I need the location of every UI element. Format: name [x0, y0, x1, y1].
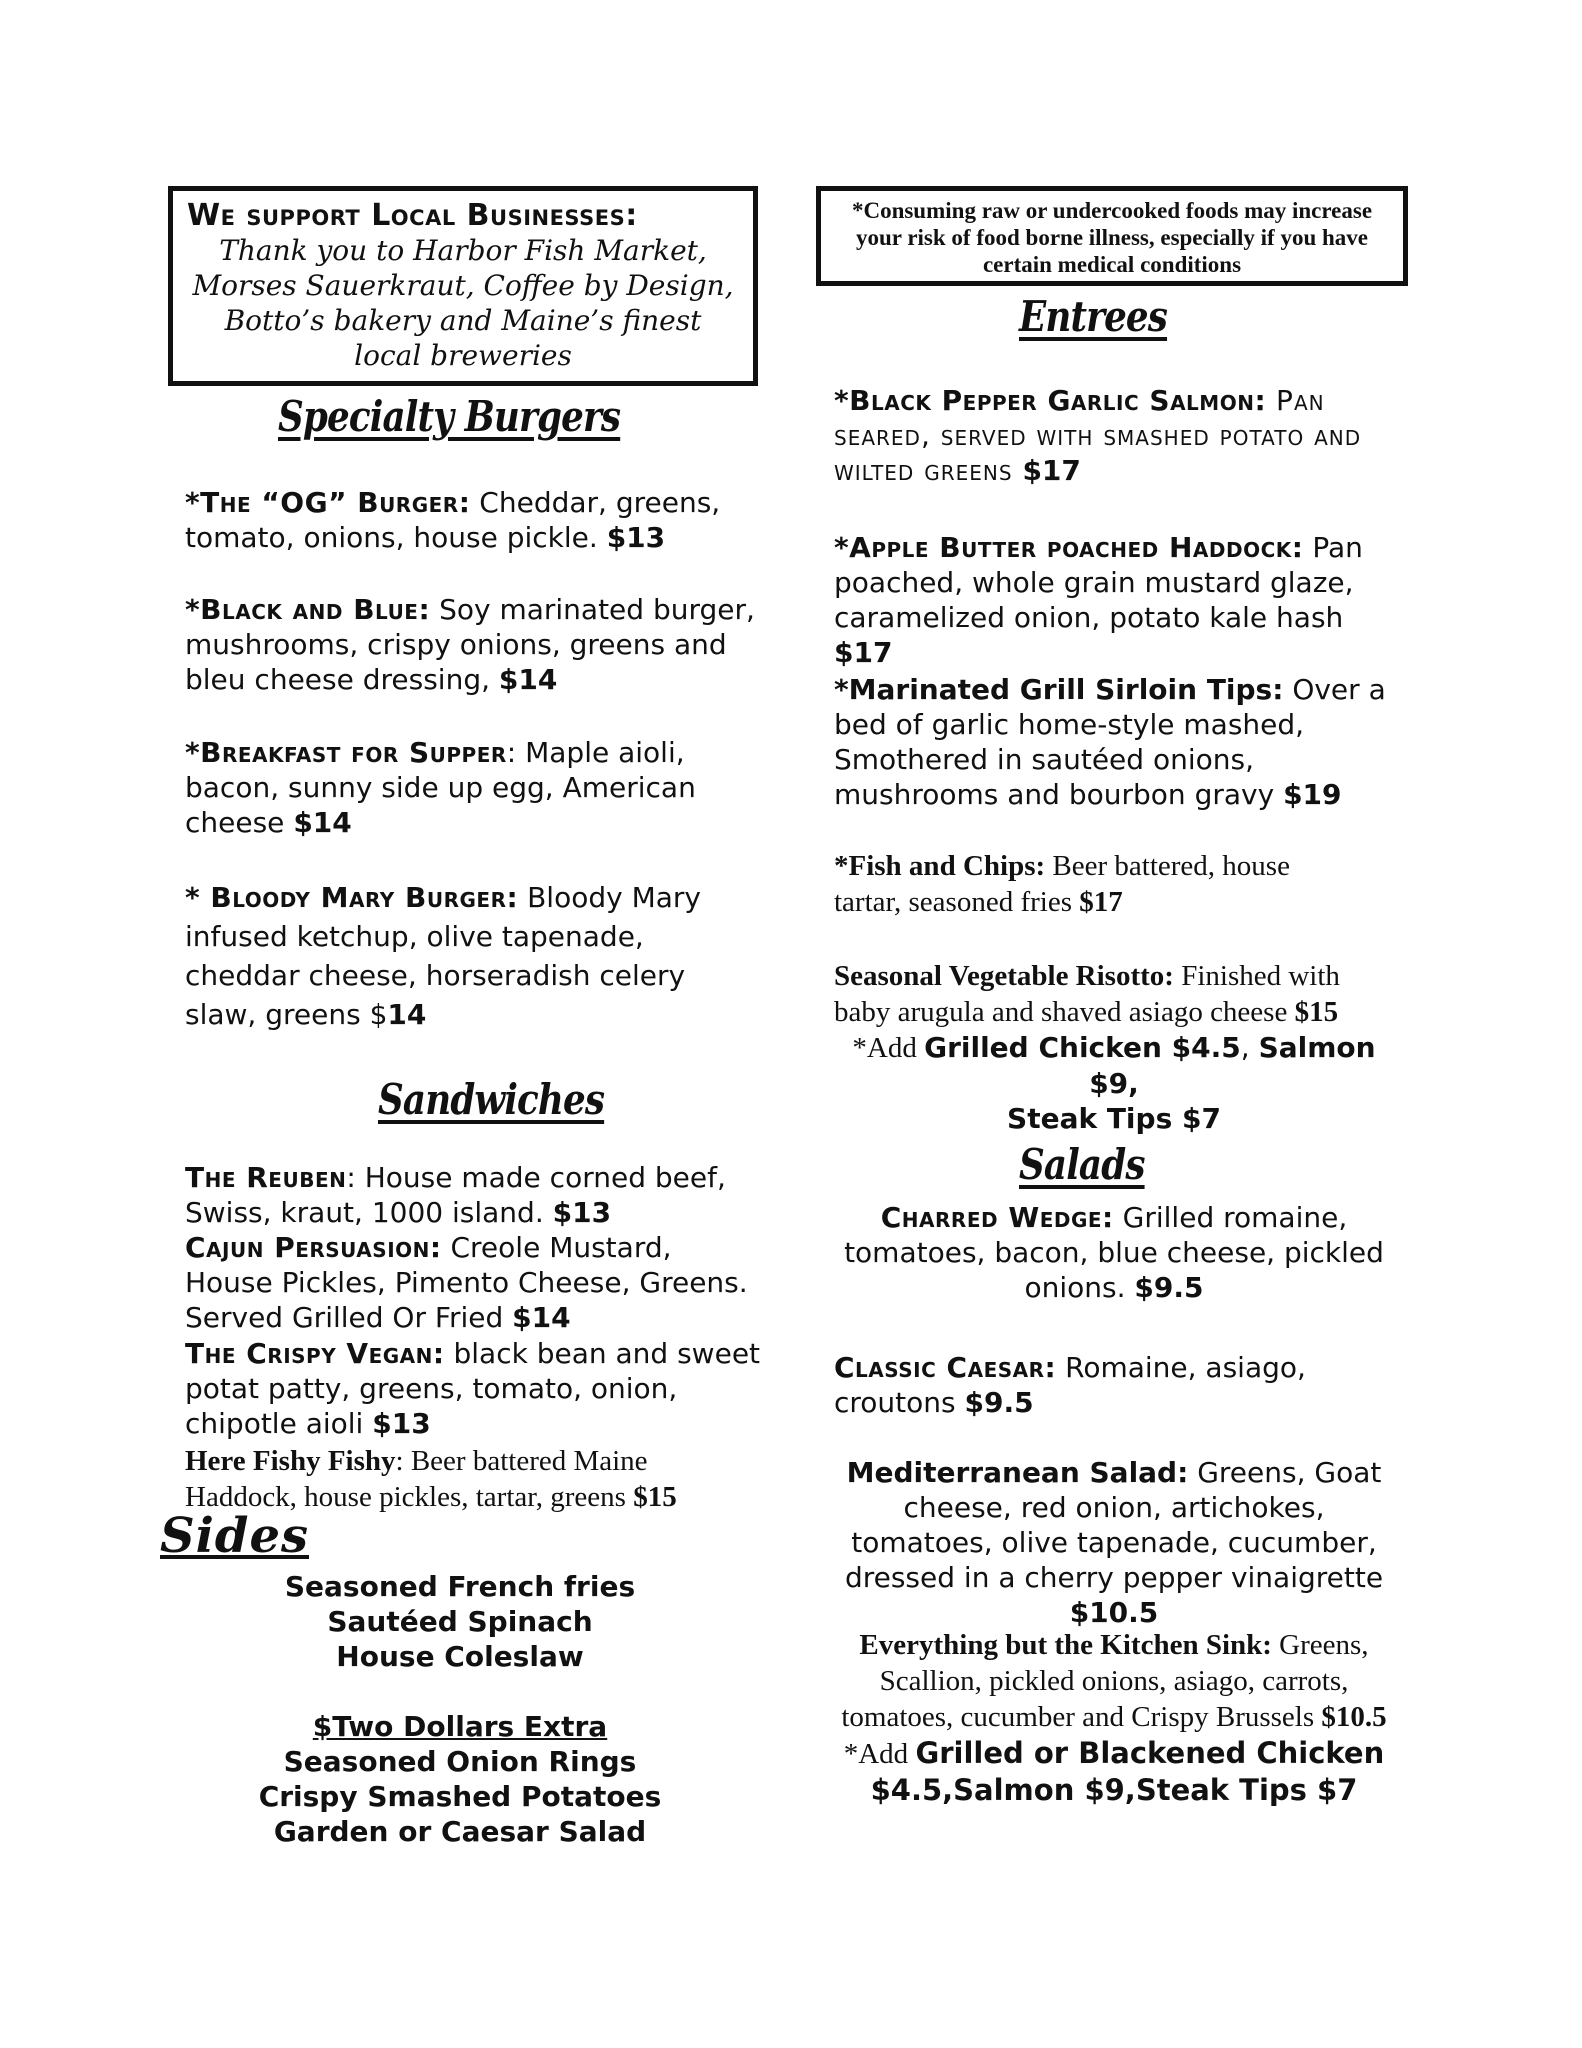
item-name: *Black and Blue:	[185, 593, 431, 626]
item-desc: Soy marinated burger, mushrooms, crispy onions, greens and bleu cheese dressing,	[185, 593, 755, 696]
menu-item	[834, 672, 1394, 812]
item-desc: Pan poached, whole grain mustard glaze, caramelized onion, potato kale hash	[834, 531, 1363, 634]
addon-text: Grilled Chicken $4.5	[924, 1031, 1241, 1064]
item-price: $17	[834, 636, 893, 669]
specialty-burgers-heading: Specialty Burgers	[278, 392, 621, 441]
item-price: $13	[372, 1407, 431, 1440]
side-item: House Coleslaw	[336, 1640, 584, 1673]
item-name: *Breakfast for Supper	[185, 736, 507, 769]
item-name: Everything but the Kitchen Sink:	[859, 1629, 1272, 1661]
item-price: $14	[293, 806, 352, 839]
item-desc: Creole Mustard, House Pickles, Pimento Cheese, Greens. Served Grilled Or Fried	[185, 1231, 748, 1334]
item-name: The Reuben	[185, 1161, 347, 1194]
item-price: $17	[1079, 886, 1123, 918]
menu-item	[834, 1455, 1394, 1630]
sides-list	[185, 1569, 735, 1849]
item-price: $15	[1294, 996, 1339, 1028]
item-desc: : Maple aioli, bacon, sunny side up egg, American cheese	[185, 736, 696, 839]
item-price: $17	[1022, 454, 1081, 487]
item-name: Classic Caesar:	[834, 1351, 1057, 1384]
item-name: Charred Wedge:	[880, 1201, 1114, 1234]
sides-heading: Sides	[160, 1508, 310, 1564]
item-name: Here Fishy Fishy	[185, 1445, 396, 1477]
side-item: Seasoned Onion Rings	[283, 1745, 637, 1778]
item-price: $14	[498, 663, 558, 696]
side-item: Sautéed Spinach	[327, 1605, 593, 1638]
item-desc: Greens, Scallion, pickled onions, asiago, carrots, tomatoes, cucumber and Crispy Brussels	[841, 1629, 1369, 1733]
item-price: 14	[387, 998, 427, 1031]
item-price: $19	[1283, 778, 1342, 811]
item-desc: Beer battered, house tartar, seasoned fries	[834, 850, 1290, 918]
item-name: *Marinated Grill Sirloin Tips:	[834, 673, 1284, 706]
menu-item	[185, 485, 765, 555]
item-desc: Pan seared, served with smashed potato and wilted greens	[834, 384, 1362, 487]
item-price: $13	[606, 521, 666, 554]
menu-item	[834, 530, 1394, 670]
addon-text: Steak Tips $7	[1007, 1102, 1221, 1135]
menu-item	[834, 1350, 1354, 1420]
item-price: $14	[512, 1301, 571, 1334]
menu-item	[834, 848, 1354, 920]
addon-separator: ,	[1240, 1031, 1259, 1064]
item-desc: Grilled romaine, tomatoes, bacon, blue cheese, pickled onions.	[844, 1201, 1384, 1304]
item-price: $13	[552, 1196, 612, 1229]
item-desc: : House made corned beef, Swiss, kraut, 1000 island.	[185, 1161, 726, 1229]
menu-item	[834, 958, 1394, 1030]
menu-item	[185, 1443, 765, 1515]
salads-heading: Salads	[1019, 1140, 1145, 1189]
item-desc: Bloody Mary infused ketchup, olive tapenade, cheddar cheese, horseradish celery slaw, greens $	[185, 881, 701, 1031]
item-price: $10.5	[1321, 1701, 1387, 1733]
item-desc: : Beer battered Maine Haddock, house pickles, tartar, greens	[185, 1445, 648, 1513]
side-item: Crispy Smashed Potatoes	[258, 1780, 662, 1813]
item-desc: Over a bed of garlic home-style mashed, Smothered in sautéed onions, mushrooms and bourbon gravy	[834, 673, 1386, 811]
item-price: $15	[633, 1481, 677, 1513]
item-price: $9.5	[1134, 1271, 1204, 1304]
addon-text: Salmon $9,	[1089, 1031, 1376, 1100]
entrees-addon	[834, 1030, 1394, 1136]
item-desc: Finished with baby arugula and shaved asiago cheese	[834, 960, 1340, 1028]
item-desc: Greens, Goat cheese, red onion, artichokes, tomatoes, olive tapenade, cucumber, dressed in a cherry pepper vinaigrette	[844, 1456, 1384, 1594]
item-price: $9.5	[964, 1386, 1034, 1419]
item-name: Mediterranean Salad:	[846, 1456, 1189, 1489]
menu-item	[185, 1230, 765, 1335]
side-item: Seasoned French fries	[284, 1570, 636, 1603]
support-box-title: We support Local Businesses:	[187, 198, 638, 233]
item-name: *Black Pepper Garlic Salmon:	[834, 384, 1267, 417]
item-name: Cajun Persuasion:	[185, 1231, 442, 1264]
support-box-text: Thank you to Harbor Fish Market, Morses Sauerkraut, Coffee by Design, Botto’s bakery and Maine’s finest local breweries	[192, 234, 734, 372]
menu-item	[834, 383, 1394, 488]
sides-extra-heading: $Two Dollars Extra	[312, 1710, 608, 1743]
item-desc: Romaine, asiago, croutons	[834, 1351, 1306, 1419]
item-name: *Apple Butter poached Haddock:	[834, 531, 1304, 564]
addon-prefix: *Add	[852, 1032, 925, 1064]
item-price: $10.5	[1069, 1596, 1159, 1629]
menu-item	[185, 735, 765, 840]
item-name: Seasonal Vegetable Risotto:	[834, 960, 1174, 992]
menu-item	[185, 1336, 765, 1441]
item-name: * Bloody Mary Burger:	[185, 881, 519, 914]
side-item: Garden or Caesar Salad	[273, 1815, 647, 1848]
item-desc: black bean and sweet potat patty, greens, tomato, onion, chipotle aioli	[185, 1337, 761, 1440]
menu-item	[185, 878, 765, 1034]
food-warning-text: *Consuming raw or undercooked foods may increase your risk of food borne illness, especially if you have certain medical conditions	[851, 198, 1373, 277]
item-name: *Fish and Chips:	[834, 850, 1046, 882]
menu-item	[185, 1160, 765, 1230]
addon-text: Grilled or Blackened Chicken $4.5,Salmon $9,Steak Tips $7	[870, 1736, 1385, 1807]
item-name: *The “OG” Burger:	[185, 486, 471, 519]
item-desc: Cheddar, greens, tomato, onions, house pickle.	[185, 486, 721, 554]
item-name: The Crispy Vegan:	[185, 1337, 445, 1370]
food-warning-box	[816, 186, 1408, 286]
support-local-box	[168, 186, 758, 386]
menu-item	[185, 592, 765, 697]
menu-item	[834, 1627, 1394, 1809]
sandwiches-heading: Sandwiches	[378, 1075, 605, 1124]
menu-item	[834, 1200, 1394, 1305]
entrees-heading: Entrees	[1019, 292, 1168, 341]
addon-prefix: *Add	[843, 1738, 916, 1770]
